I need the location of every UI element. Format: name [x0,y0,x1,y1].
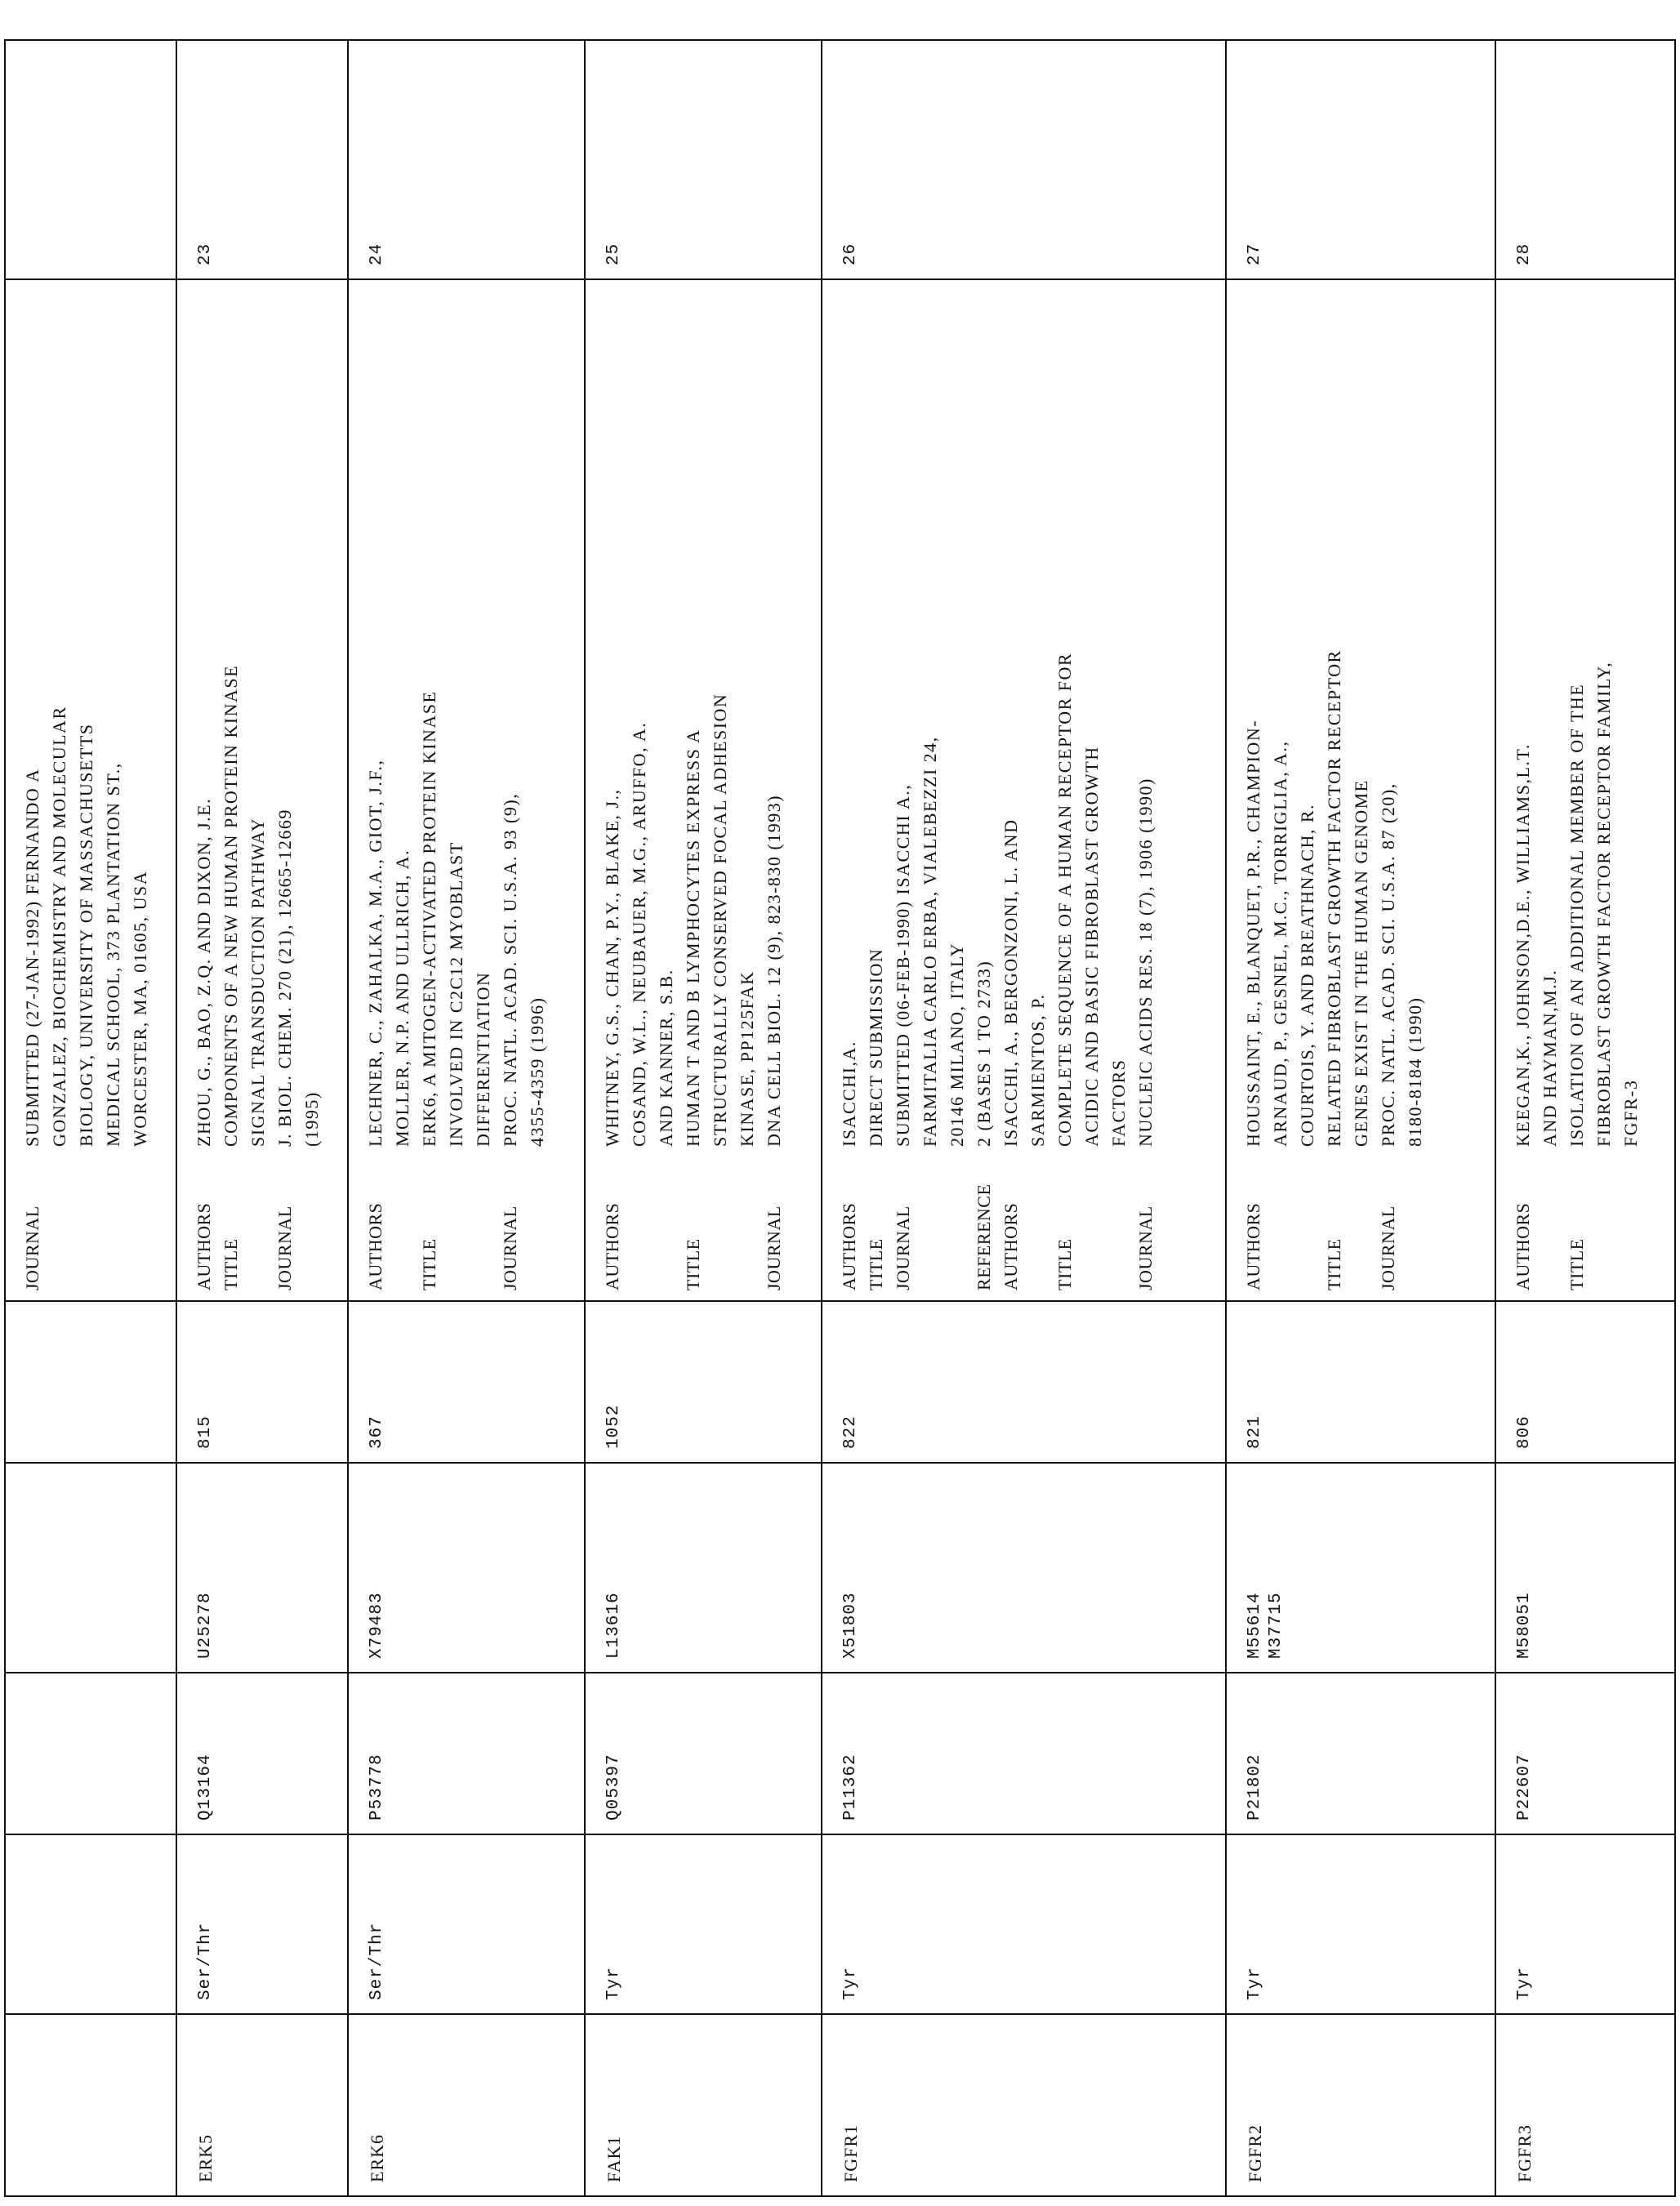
sequence-length-cell: 1052 [585,1301,822,1463]
reference-field-text: LECHNER, C., ZAHALKA, M.A., GIOT, J.F., [365,759,385,1147]
reference-line [1078,288,1105,1290]
sequence-length-cell: 822 [822,1301,1226,1463]
sequence-id-cell: 25 [585,40,822,279]
reference-field-text: INVOLVED IN C2C12 MYOBLAST [446,841,466,1147]
kinase-reference-table [4,39,1676,2197]
reference-line [1321,288,1348,1290]
reference-line [760,288,787,1290]
reference-field-text: MOLLER, N.P. AND ULLRICH, A. [392,849,412,1147]
uniprot-id-cell: P21802 [1226,1673,1495,1834]
reference-field-label: JOURNAL [22,1206,42,1290]
kinase-type-cell [5,1834,176,2014]
reference-field-text: 4355-4359 (1996) [527,996,547,1147]
reference-line [1240,288,1267,1290]
reference-line [997,288,1024,1290]
reference-line [653,288,680,1290]
reference-field-text: SUBMITTED (27-JAN-1992) FERNANDO A [22,768,42,1147]
reference-field-label: AUTHORS [1243,1202,1263,1290]
reference-field-label [100,1147,127,1290]
kinase-type-cell: Tyr [1495,1834,1675,2014]
reference-line [1536,288,1563,1290]
reference-field-label [1024,1147,1051,1290]
reference-line [1375,288,1401,1290]
sequence-id-cell: 27 [1226,40,1495,279]
reference-field-label [1536,1147,1563,1290]
table-row [585,40,822,2196]
reference-field-text: DIRECT SUBMISSION [866,947,886,1147]
reference-line [100,288,127,1290]
reference-field-text: DIFFERENTIATION [473,971,493,1147]
reference-field-label: TITLE [1324,1238,1344,1290]
reference-field-text: FIBROBLAST GROWTH FACTOR RECEPTOR FAMILY, [1593,661,1614,1147]
reference-cell [176,279,348,1301]
reference-field-label [1267,1147,1294,1290]
reference-field-text: J. BIOL. CHEM. 270 (21), 12665-12669 [274,809,295,1147]
reference-cell [348,279,585,1301]
sequence-id-cell: 23 [176,40,348,279]
reference-line [1132,288,1159,1290]
genbank-accession-cell: L13616 [585,1463,822,1673]
reference-field-label: TITLE [866,1238,886,1290]
kinase-type-cell: Ser/Thr [348,1834,585,2014]
reference-field-text: COMPLETE SEQUENCE OF A HUMAN RECEPTOR FOR [1054,652,1075,1147]
reference-field-text: STRUCTURALLY CONSERVED FOCAL ADHESION [710,693,730,1147]
reference-line [1105,288,1132,1290]
reference-line [271,288,298,1290]
uniprot-id-cell [5,1673,176,1834]
reference-line [73,288,100,1290]
reference-field-text: COURTOIS, Y. AND BREATHNACH, R. [1297,803,1317,1147]
reference-field-text: KEEGAN,K., JOHNSON,D.E., WILLIAMS,L.T. [1513,743,1533,1147]
reference-field-text: BIOLOGY, UNIVERSITY OF MASSACHUSETTS [76,723,96,1147]
reference-field-label: AUTHORS [839,1202,859,1290]
uniprot-id-cell: Q13164 [176,1673,348,1834]
reference-line [443,288,470,1290]
genbank-accession-cell: X51803 [822,1463,1226,1673]
reference-field-text: ACIDIC AND BASIC FIBROBLAST GROWTH [1081,746,1102,1147]
reference-line [599,288,626,1290]
sequence-length-cell [5,1301,176,1463]
reference-line [1563,288,1590,1290]
reference-line [1294,288,1321,1290]
genbank-accession-cell: X79483 [348,1463,585,1673]
reference-field-text: NUCLEIC ACIDS RES. 18 (7), 1906 (1990) [1135,778,1156,1147]
table-row [176,40,348,2196]
reference-field-label: AUTHORS [365,1202,385,1290]
reference-field-text: PROC. NATL. ACAD. SCI. U.S.A. 93 (9), [500,792,520,1147]
gene-name-cell: FAK1 [585,2014,822,2196]
reference-field-text: KINASE, PP125FAK [737,970,757,1147]
sequence-length-cell: 821 [1226,1301,1495,1463]
reference-field-text: FACTORS [1108,1058,1129,1147]
reference-line [416,288,443,1290]
reference-line [470,288,497,1290]
reference-cell [585,279,822,1301]
reference-line [970,288,997,1290]
reference-field-label: TITLE [1566,1238,1587,1290]
reference-line [862,288,889,1290]
reference-field-text: PROC. NATL. ACAD. SCI. U.S.A. 87 (20), [1378,782,1398,1147]
reference-cell [1226,279,1495,1301]
reference-line [190,288,217,1290]
reference-line [706,288,733,1290]
sequence-length-cell: 367 [348,1301,585,1463]
reference-field-text: ERK6, A MITOGEN-ACTIVATED PROTEIN KINASE [419,690,439,1147]
reference-line [46,288,73,1290]
reference-field-label [653,1147,680,1290]
reference-field-text: 2 (BASES 1 TO 2733) [974,960,994,1147]
reference-field-label: TITLE [221,1238,241,1290]
reference-field-text: WHITNEY, G.S., CHAN, P.Y., BLAKE, J., [602,788,622,1147]
reference-field-text: AND HAYMAN,M.J. [1540,969,1560,1147]
reference-field-text: DNA CELL BIOL. 12 (9), 823-830 (1993) [764,794,784,1147]
reference-field-label: JOURNAL [274,1206,295,1290]
reference-line [1348,288,1375,1290]
reference-line [389,288,416,1290]
reference-line [943,288,970,1290]
reference-field-label: TITLE [419,1238,439,1290]
kinase-type-cell: Tyr [822,1834,1226,2014]
reference-field-label [1617,1147,1644,1290]
reference-field-text: ARNAUD, P., GESNEL, M.C., TORRIGLIA, A., [1270,740,1290,1147]
reference-field-label: AUTHORS [602,1202,622,1290]
gene-name-cell: ERK6 [348,2014,585,2196]
reference-field-text: ZHOU, G., BAO, Z.Q. AND DIXON, J.E. [194,797,214,1147]
reference-cell [5,279,176,1301]
reference-field-text: GONZALEZ, BIOCHEMISTRY AND MOLECULAR [49,706,69,1147]
reference-line [524,288,550,1290]
reference-cell [1495,279,1675,1301]
reference-field-text: MEDICAL SCHOOL, 373 PLANTATION ST., [103,762,123,1147]
reference-field-label: JOURNAL [1135,1206,1156,1290]
reference-cell [822,279,1226,1301]
reference-line [1267,288,1294,1290]
reference-field-text: 20146 MILANO, ITALY [947,942,967,1147]
reference-line [298,288,325,1290]
sequence-id-cell: 28 [1495,40,1675,279]
gene-name-cell: FGFR3 [1495,2014,1675,2196]
reference-line [1590,288,1617,1290]
reference-field-label: AUTHORS [194,1202,214,1290]
reference-line [916,288,943,1290]
genbank-accession-cell [5,1463,176,1673]
reference-line [889,288,916,1290]
reference-field-label [626,1147,653,1290]
reference-field-text: FGFR-3 [1620,1079,1641,1147]
reference-line [836,288,862,1290]
reference-line [680,288,706,1290]
reference-field-label: AUTHORS [1513,1202,1533,1290]
reference-line [1509,288,1536,1290]
reference-field-label [1348,1147,1375,1290]
reference-field-label [1294,1147,1321,1290]
sequence-id-cell: 24 [348,40,585,279]
reference-field-label [943,1147,970,1290]
sequence-length-cell: 815 [176,1301,348,1463]
reference-line [733,288,760,1290]
reference-field-label [1078,1147,1105,1290]
table-row [822,40,1226,2196]
reference-line [217,288,244,1290]
reference-field-text: ISACCHI,A. [839,1041,859,1147]
reference-line [1401,288,1428,1290]
reference-field-label: TITLE [1054,1238,1075,1290]
reference-line [127,288,154,1290]
table-row [1226,40,1495,2196]
reference-field-label: REFERENCE [974,1183,994,1290]
gene-name-cell: FGFR1 [822,2014,1226,2196]
reference-field-label: JOURNAL [893,1206,913,1290]
reference-line [1024,288,1051,1290]
uniprot-id-cell: Q05397 [585,1673,822,1834]
reference-line [1617,288,1644,1290]
reference-field-text: AND KANNER, S.B. [656,969,676,1147]
gene-name-cell: ERK5 [176,2014,348,2196]
reference-field-label [389,1147,416,1290]
gene-name-cell [5,2014,176,2196]
reference-field-text: ISACCHI, A., BERGONZONI, L. AND [1000,818,1021,1147]
genbank-accession-cell: M58051 [1495,1463,1675,1673]
reference-field-label: JOURNAL [1378,1206,1398,1290]
reference-field-label [443,1147,470,1290]
reference-field-text: FARMITALIA CARLO ERBA, VIALEBEZZI 24, [920,736,940,1147]
table-row [348,40,585,2196]
genbank-accession-cell: U25278 [176,1463,348,1673]
reference-field-text: HUMAN T AND B LYMPHOCYTES EXPRESS A [683,729,703,1147]
reference-field-label [1401,1147,1428,1290]
kinase-type-cell: Ser/Thr [176,1834,348,2014]
reference-field-text: SUBMITTED (06-FEB-1990) ISACCHI A., [893,783,913,1147]
gene-name-cell: FGFR2 [1226,2014,1495,2196]
reference-field-label [470,1147,497,1290]
reference-field-text: HOUSSAINT, E., BLANQUET, P.R., CHAMPION- [1243,719,1263,1147]
kinase-type-cell: Tyr [1226,1834,1495,2014]
reference-field-label [298,1147,325,1290]
reference-field-label: JOURNAL [764,1206,784,1290]
genbank-accession-cell: M55614 M37715 [1226,1463,1495,1673]
reference-field-label: AUTHORS [1000,1202,1021,1290]
table-body [5,40,1675,2196]
reference-field-text: (1995) [301,1091,322,1147]
reference-field-label [524,1147,550,1290]
reference-line [626,288,653,1290]
reference-field-text: RELATED FIBROBLAST GROWTH FACTOR RECEPTOR [1324,649,1344,1147]
reference-field-label [46,1147,73,1290]
uniprot-id-cell: P53778 [348,1673,585,1834]
reference-field-text: SIGNAL TRANSDUCTION PATHWAY [247,817,268,1147]
reference-field-label [1590,1147,1617,1290]
reference-field-label [73,1147,100,1290]
reference-line [1051,288,1078,1290]
sequence-length-cell: 806 [1495,1301,1675,1463]
reference-field-label: TITLE [683,1238,703,1290]
rotated-table-wrapper [4,41,1674,2197]
uniprot-id-cell: P22607 [1495,1673,1675,1834]
table-row [5,40,176,2196]
sequence-id-cell: 26 [822,40,1226,279]
reference-line [244,288,271,1290]
reference-field-text: ISOLATION OF AN ADDITIONAL MEMBER OF THE [1566,683,1587,1147]
reference-field-text: COMPONENTS OF A NEW HUMAN PROTEIN KINASE [221,664,241,1147]
table-row [1495,40,1675,2196]
reference-line [19,288,46,1290]
reference-line [362,288,389,1290]
kinase-type-cell: Tyr [585,1834,822,2014]
sequence-id-cell [5,40,176,279]
reference-field-text: 8180-8184 (1990) [1405,996,1425,1147]
reference-line [497,288,524,1290]
reference-field-text: COSAND, W.L., NEUBAUER, M.G., ARUFFO, A. [629,721,649,1147]
reference-field-label [127,1147,154,1290]
reference-field-text: SARMIENTOS, P. [1027,993,1048,1147]
reference-field-label [916,1147,943,1290]
reference-field-text: GENES EXIST IN THE HUMAN GENOME [1351,779,1371,1147]
uniprot-id-cell: P11362 [822,1673,1226,1834]
reference-field-label [244,1147,271,1290]
reference-field-label [1105,1147,1132,1290]
reference-field-label [733,1147,760,1290]
reference-field-label [706,1147,733,1290]
reference-field-text: WORCESTER, MA, 01605, USA [130,870,150,1147]
reference-field-label: JOURNAL [500,1206,520,1290]
